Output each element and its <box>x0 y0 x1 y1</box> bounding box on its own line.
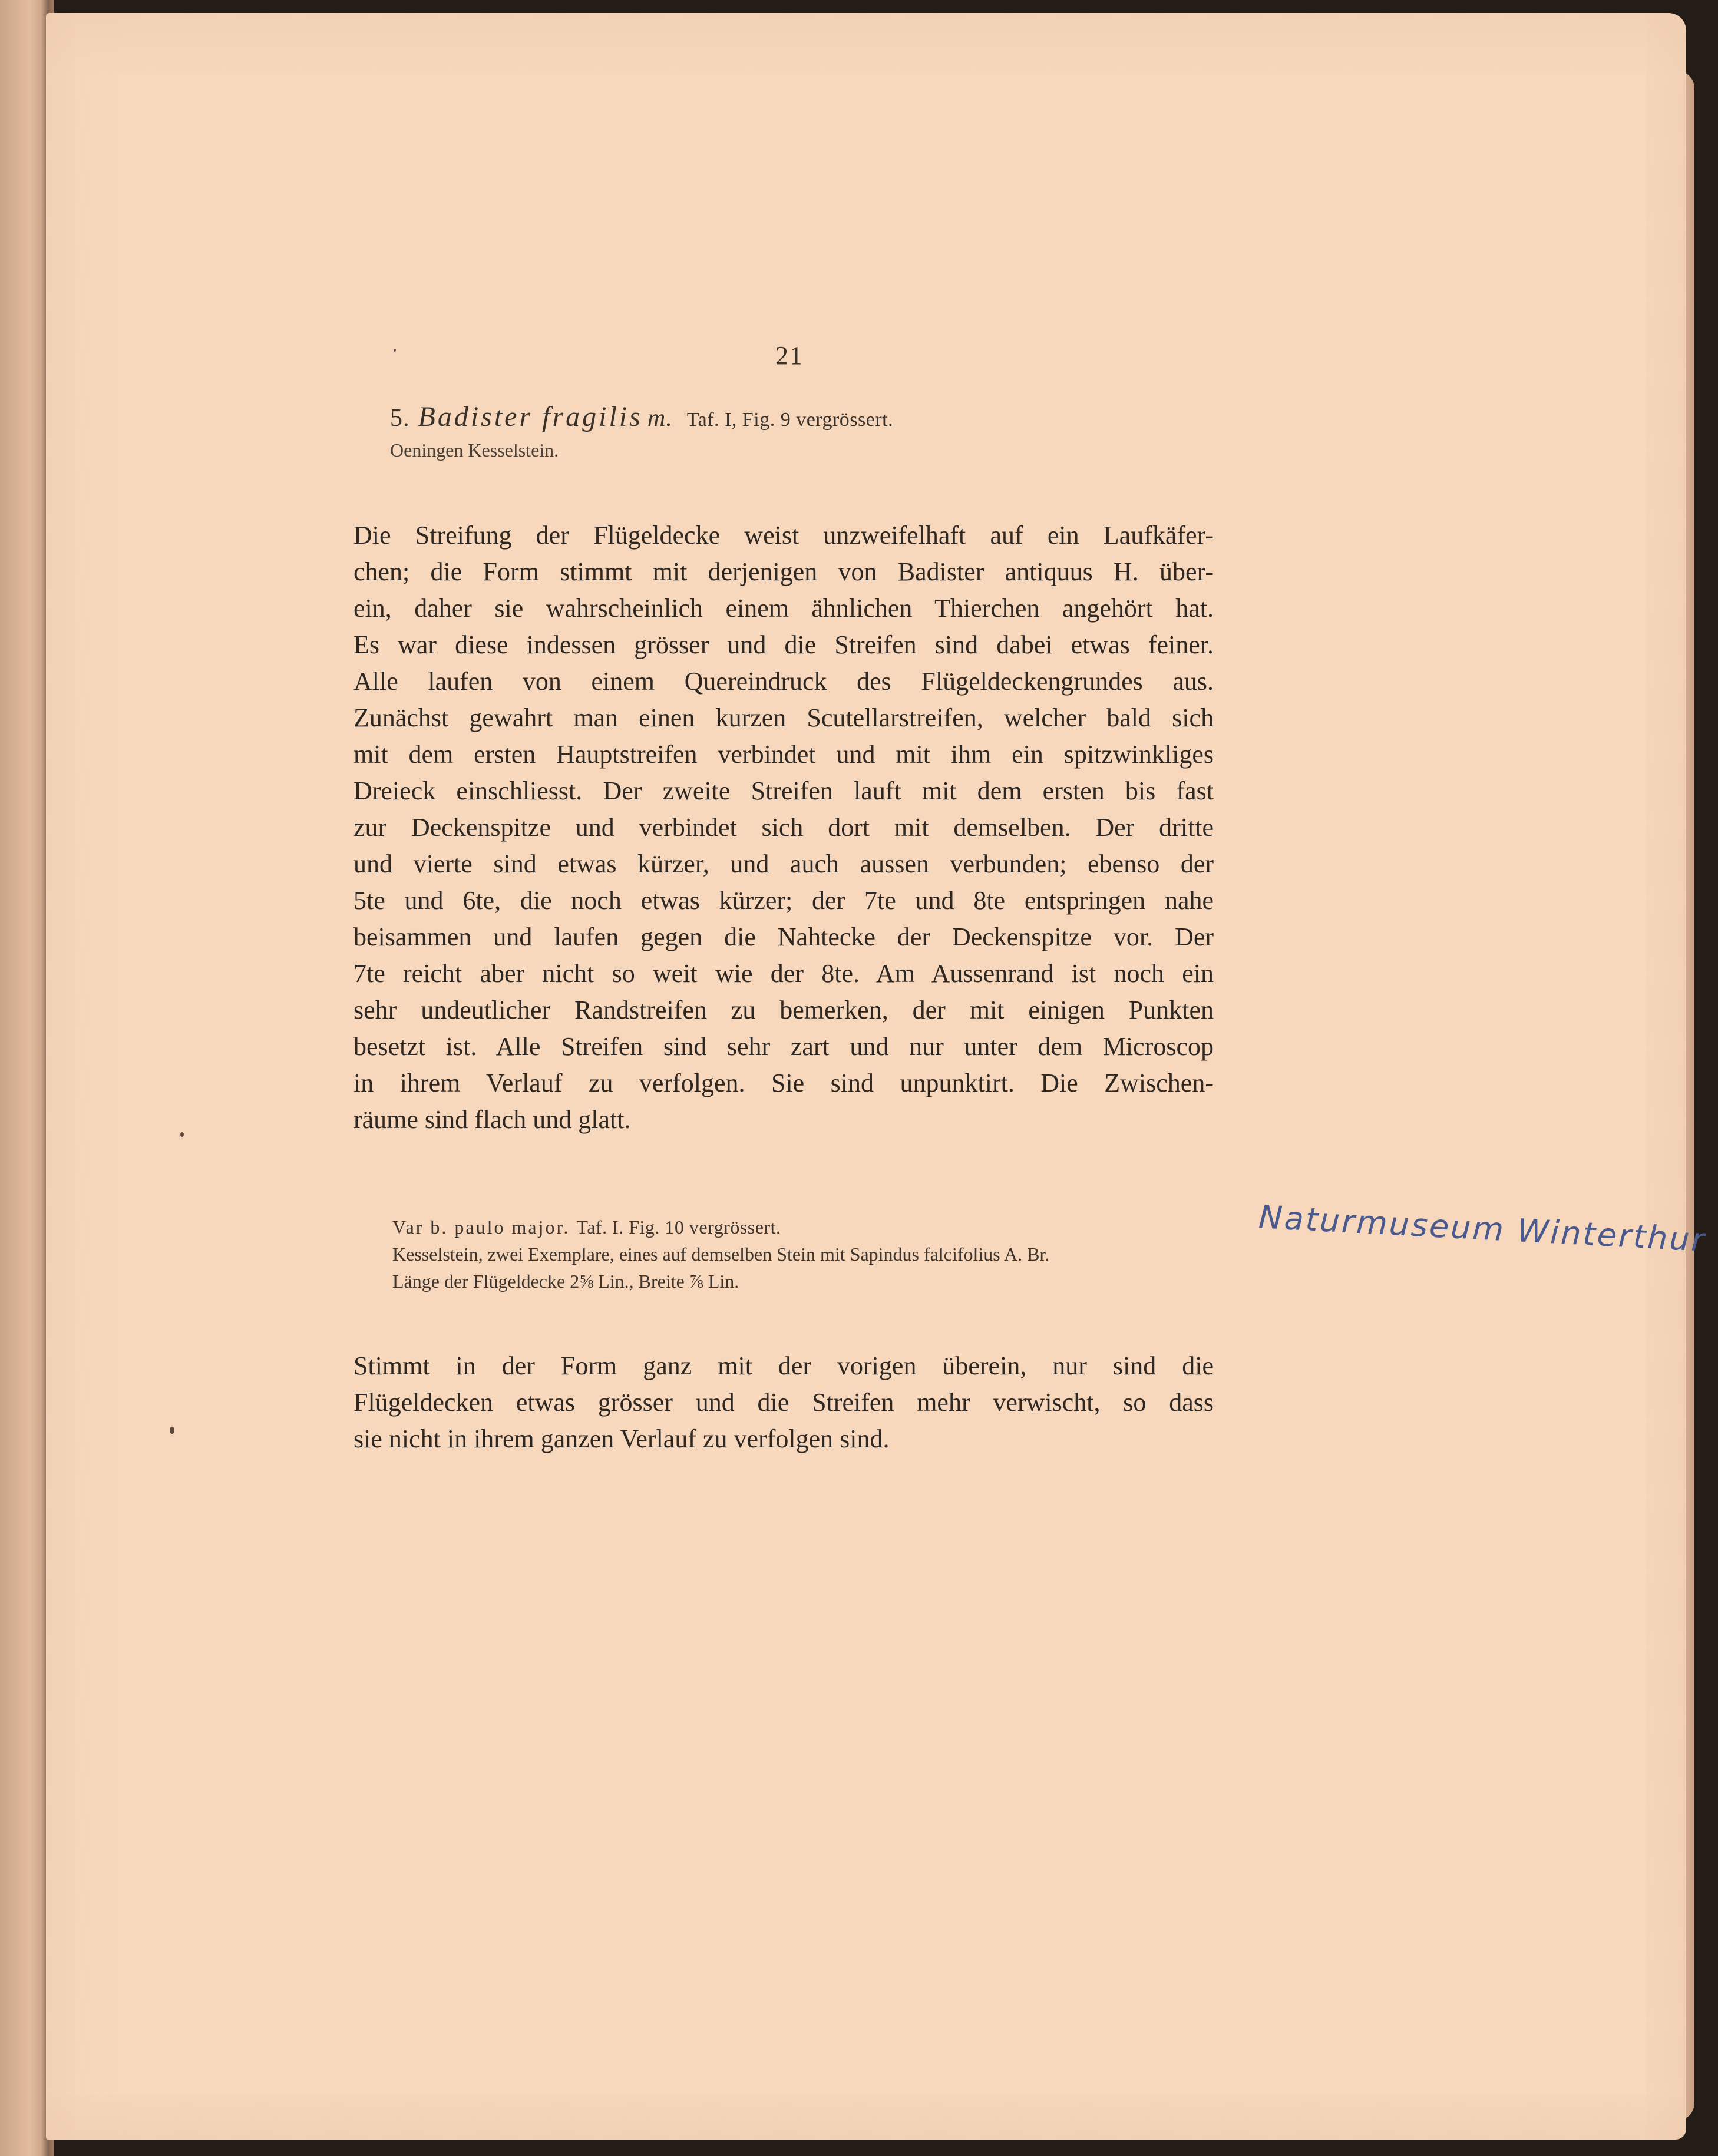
variety-measurements: Länge der Flügeldecke 2⅝ Lin., Breite ⅞ Lin. <box>392 1271 739 1292</box>
text-line: 7te reicht aber nicht so weit wie der 8te. Am Aussenrand ist noch ein <box>353 959 1214 988</box>
variety-block <box>392 1213 1049 1295</box>
variety-title: Var b. paulo major. <box>392 1216 570 1238</box>
page-number: 21 <box>775 341 804 370</box>
text-line: mit dem ersten Hauptstreifen verbindet und mit ihm ein spitzwinkliges <box>353 740 1214 769</box>
paper-speck <box>180 1132 184 1137</box>
text-line: chen; die Form stimmt mit derjenigen von Badister antiquus H. über- <box>353 557 1214 586</box>
text-line: beisammen und laufen gegen die Nahtecke der Deckenspitze vor. Der <box>353 922 1214 951</box>
text-line: und vierte sind etwas kürzer, und auch aussen verbunden; ebenso der <box>353 849 1214 878</box>
description-paragraph <box>353 517 1214 1138</box>
text-line: Es war diese indessen grösser und die Streifen sind dabei etwas feiner. <box>353 630 1214 659</box>
entry-number: 5. <box>390 405 410 432</box>
species-heading <box>390 401 893 433</box>
text-line: Die Streifung der Flügeldecke weist unzweifelhaft auf ein Laufkäfer- <box>353 521 1214 550</box>
text-line: Alle laufen von einem Quereindruck des Flügeldeckengrundes aus. <box>353 667 1214 696</box>
text-line: Stimmt in der Form ganz mit der vorigen überein, nur sind die <box>353 1351 1214 1380</box>
species-author: m. <box>647 405 673 432</box>
variety-heading <box>392 1213 1049 1241</box>
variety-paragraph <box>353 1348 1214 1457</box>
text-line: Flügeldecken etwas grösser und die Streifen mehr verwischt, so dass <box>353 1388 1214 1417</box>
locality: Oeningen Kesselstein. <box>390 439 559 461</box>
paper-speck <box>394 349 396 352</box>
text-line: räume sind flach und glatt. <box>353 1105 631 1134</box>
text-line: ein, daher sie wahrscheinlich einem ähnlichen Thierchen angehört hat. <box>353 594 1214 623</box>
text-line: sie nicht in ihrem ganzen Verlauf zu verfolgen sind. <box>353 1424 890 1453</box>
text-line: Dreieck einschliesst. Der zweite Streifen lauft mit dem ersten bis fast <box>353 776 1214 805</box>
plate-reference: Taf. I, Fig. 9 vergrössert. <box>686 409 894 431</box>
text-line: besetzt ist. Alle Streifen sind sehr zart und nur unter dem Microscop <box>353 1032 1214 1061</box>
text-line: Zunächst gewahrt man einen kurzen Scutellarstreifen, welcher bald sich <box>353 703 1214 732</box>
species-name: Badister fragilis <box>418 401 643 432</box>
text-line: 5te und 6te, die noch etwas kürzer; der 7te und 8te entspringen nahe <box>353 886 1214 915</box>
text-line: in ihrem Verlauf zu verfolgen. Sie sind unpunktirt. Die Zwischen- <box>353 1069 1214 1097</box>
text-line: sehr undeutlicher Randstreifen zu bemerken, der mit einigen Punkten <box>353 996 1214 1024</box>
handwritten-annotation: Naturmuseum Winterthur <box>1257 1198 1707 1259</box>
text-line: zur Deckenspitze und verbindet sich dort mit demselben. Der dritte <box>353 813 1214 842</box>
paper-speck <box>170 1427 174 1434</box>
variety-locality: Kesselstein, zwei Exemplare, eines auf demselben Stein mit Sapindus falcifolius A. Br. <box>392 1244 1050 1265</box>
variety-reference: Taf. I. Fig. 10 vergrössert. <box>576 1216 781 1238</box>
